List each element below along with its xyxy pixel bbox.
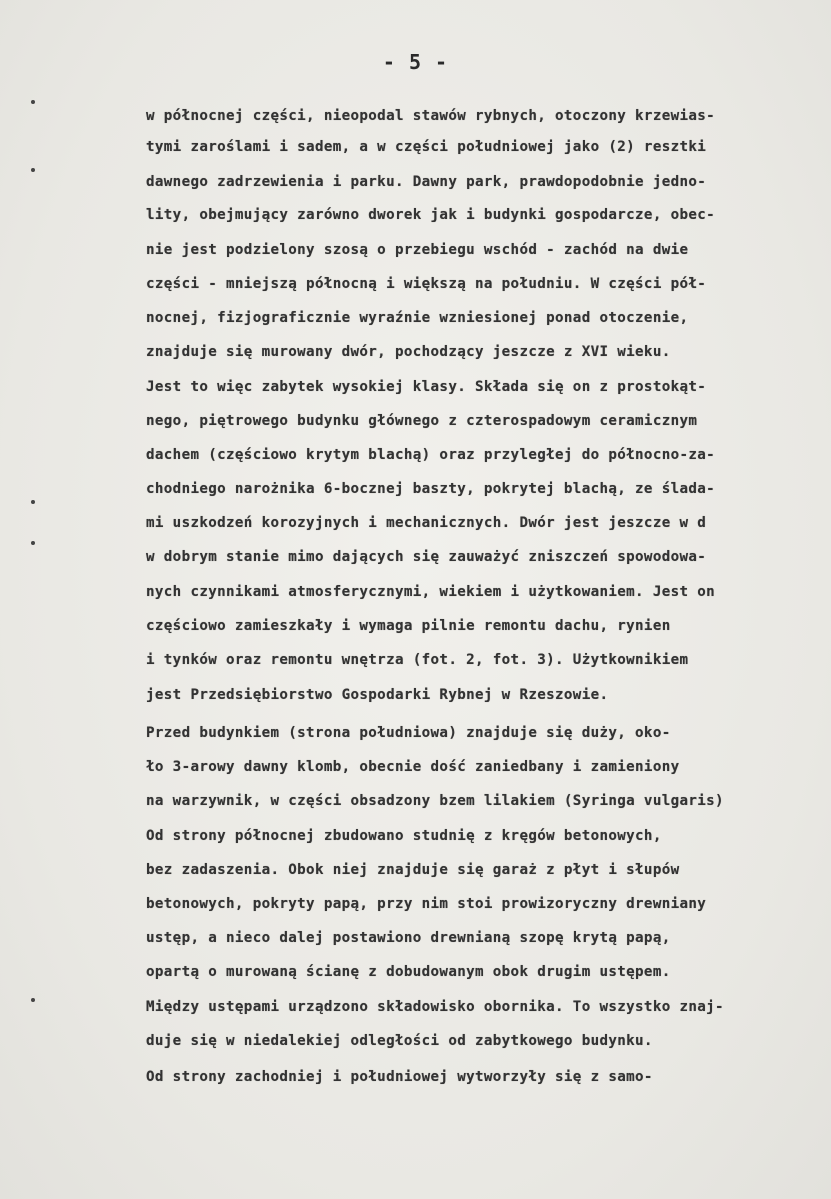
page-number: - 5 - [382,50,449,74]
text-line: nego, piętrowego budynku głównego z czterospadowym ceramicznym [146,413,698,429]
text-line: dawnego zadrzewienia i parku. Dawny park, prawdopodobnie jedno- [146,174,707,190]
binder-hole-mark [31,500,35,504]
text-line: nych czynnikami atmosferycznymi, wiekiem i użytkowaniem. Jest on [146,584,716,600]
text-line: Od strony zachodniej i południowej wytworzyły się z samo- [146,1069,653,1085]
text-line: części - mniejszą północną i większą na południu. W części pół- [146,276,707,292]
text-line: i tynków oraz remontu wnętrza (fot. 2, fot. 3). Użytkownikiem [146,652,689,668]
text-line: tymi zaroślami i sadem, a w części południowej jako (2) resztki [146,139,707,155]
text-line: w północnej części, nieopodal stawów rybnych, otoczony krzewias- [146,108,716,124]
binder-hole-mark [31,998,35,1002]
text-line: jest Przedsiębiorstwo Gospodarki Rybnej w Rzeszowie. [146,687,609,703]
text-line: bez zadaszenia. Obok niej znajduje się garaż z płyt i słupów [146,862,680,878]
text-line: lity, obejmujący zarówno dworek jak i budynki gospodarcze, obec- [146,207,716,223]
text-line: znajduje się murowany dwór, pochodzący jeszcze z XVI wieku. [146,344,671,360]
text-line: opartą o murowaną ścianę z dobudowanym obok drugim ustępem. [146,964,671,980]
binder-hole-mark [31,100,35,104]
text-line: betonowych, pokryty papą, przy nim stoi prowizoryczny drewniany [146,896,707,912]
text-line: mi uszkodzeń korozyjnych i mechanicznych. Dwór jest jeszcze w d [146,515,707,531]
binder-hole-mark [31,168,35,172]
text-line: nocnej, fizjograficznie wyraźnie wzniesionej ponad otoczenie, [146,310,689,326]
text-line: Jest to więc zabytek wysokiej klasy. Składa się on z prostokąt- [146,379,707,395]
text-line: nie jest podzielony szosą o przebiegu wschód - zachód na dwie [146,242,689,258]
text-line: Od strony północnej zbudowano studnię z kręgów betonowych, [146,828,662,844]
text-line: chodniego narożnika 6-bocznej baszty, pokrytej blachą, ze śladа- [146,481,716,497]
text-line: ło 3-arowy dawny klomb, obecnie dość zaniedbany i zamieniony [146,759,680,775]
binder-hole-mark [31,541,35,545]
text-line: na warzywnik, w części obsadzony bzem lilakiem (Syringa vulgaris) [146,793,724,809]
text-line: dachem (częściowo krytym blachą) oraz przyległej do północno-za- [146,447,716,463]
text-line: Przed budynkiem (strona południowa) znajduje się duży, oko- [146,725,671,741]
text-line: Między ustępami urządzono składowisko obornika. To wszystko znaj- [146,999,724,1015]
text-line: częściowo zamieszkały i wymaga pilnie remontu dachu, rynien [146,618,671,634]
text-line: w dobrym stanie mimo dających się zauważyć zniszczeń spowodowa- [146,549,707,565]
text-line: ustęp, a nieco dalej postawiono drewnianą szopę krytą papą, [146,930,671,946]
text-line: duje się w niedalekiej odległości od zabytkowego budynku. [146,1033,653,1049]
